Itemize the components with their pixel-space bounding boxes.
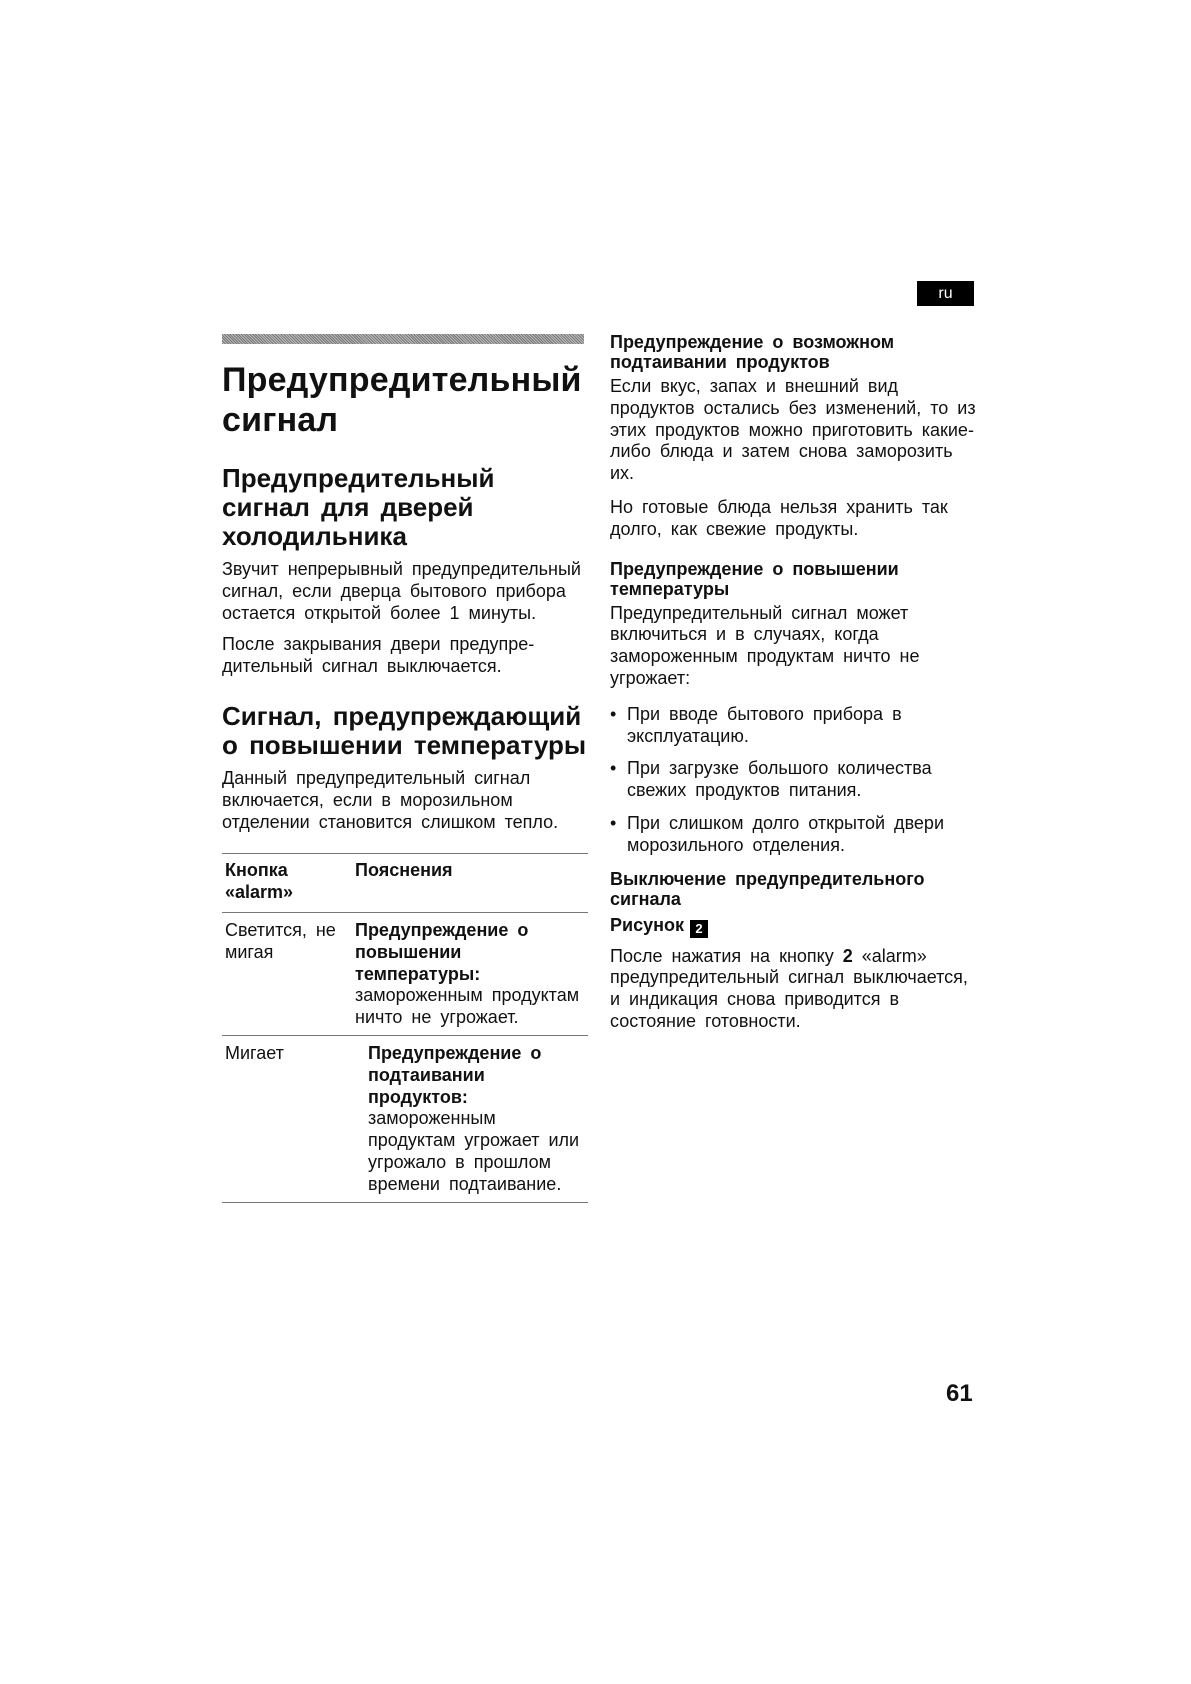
- section-rule: [222, 334, 584, 344]
- alarm-off-heading: Выключение предупредительного сигнала: [610, 868, 925, 909]
- table-header-row: [222, 854, 588, 913]
- thaw-warning-text-1: Если вкус, запах и внешний вид продуктов остались без изменений, то из этих продуктов можно приготовить какие-либо блюда и затем снова заморозить их.: [610, 376, 976, 484]
- door-alarm-text-1: Звучит непрерывный предупредительный сигнал, если дверца бытового прибора остается открытой более 1 минуты.: [222, 559, 581, 623]
- door-alarm-text-2: После закрывания двери предупредительный сигнал выключается.: [222, 634, 535, 677]
- row-state-text: Светится, не мигая: [225, 919, 336, 962]
- thaw-warning-heading: Предупреждение о возможном подтаивании продуктов: [610, 332, 895, 372]
- table-row: [222, 1035, 588, 1202]
- page-title: Предупредительный сигнал: [222, 361, 582, 439]
- row-state: [222, 912, 355, 1035]
- left-column: [222, 334, 588, 1203]
- bullet-icon: •: [610, 812, 617, 833]
- figure-reference: [610, 915, 980, 938]
- list-item-text: При слишком долго открытой двери морозильного отделения.: [627, 812, 944, 855]
- list-item: [610, 813, 980, 857]
- alarm-table: [222, 853, 588, 1202]
- temperature-alarm-text: Данный предупредительный сигнал включается, если в морозильном отделении становится слишком тепло.: [222, 767, 559, 832]
- language-badge: ru: [917, 281, 974, 306]
- right-column: [610, 332, 980, 1045]
- column-header-button: Кнопка «alarm»: [222, 854, 355, 913]
- figure-label: Рисунок: [610, 914, 684, 935]
- alarm-off-text-before: После нажатия на кнопку: [610, 945, 843, 966]
- bullet-icon: •: [610, 758, 617, 779]
- temperature-alarm-heading: Сигнал, предупреждающий о повышении температуры: [222, 700, 587, 760]
- figure-number-badge: 2: [690, 920, 708, 938]
- page-number: 61: [946, 1380, 973, 1407]
- thaw-warning-text-2: Но готовые блюда нельзя хранить так долго, как свежие продукты.: [610, 496, 948, 539]
- column-header-explanation: Пояснения: [355, 854, 588, 913]
- table-row: [222, 912, 588, 1035]
- row-explanation-text: замороженным продуктам угрожает или угрожало в прошлом времени подтаивание.: [368, 1108, 580, 1194]
- row-state: [222, 1035, 355, 1202]
- list-item-text: При вводе бытового прибора в эксплуатацию.: [627, 703, 902, 746]
- temp-warning-heading: Предупреждение о повышении температуры: [610, 558, 899, 599]
- row-explanation-title: Предупреждение о повышении температуры:: [355, 919, 529, 984]
- temp-warning-text: Предупредительный сигнал может включиться и в случаях, когда замороженным продуктам ничто не угрожает:: [610, 602, 920, 688]
- row-explanation-title: Предупреждение о подтаивании продуктов:: [368, 1042, 542, 1107]
- row-explanation: [355, 912, 588, 1035]
- list-item: [610, 758, 980, 802]
- door-alarm-heading: Предупредительный сигнал для дверей холодильника: [222, 463, 495, 551]
- row-state-text: Мигает: [225, 1042, 284, 1063]
- alarm-off-text: [610, 946, 980, 1033]
- row-explanation: [355, 1035, 588, 1202]
- list-item-text: При загрузке большого количества свежих продуктов питания.: [627, 758, 932, 801]
- list-item: [610, 704, 980, 748]
- alarm-off-text-after: «alarm» предупредительный сигнал выключается, и индикация снова приводится в состояние готовности.: [610, 945, 968, 1031]
- button-number: 2: [842, 945, 853, 966]
- temp-warning-list: [610, 704, 980, 857]
- row-explanation-text: замороженным продуктам ничто не угрожает.: [355, 985, 580, 1028]
- bullet-icon: •: [610, 703, 617, 724]
